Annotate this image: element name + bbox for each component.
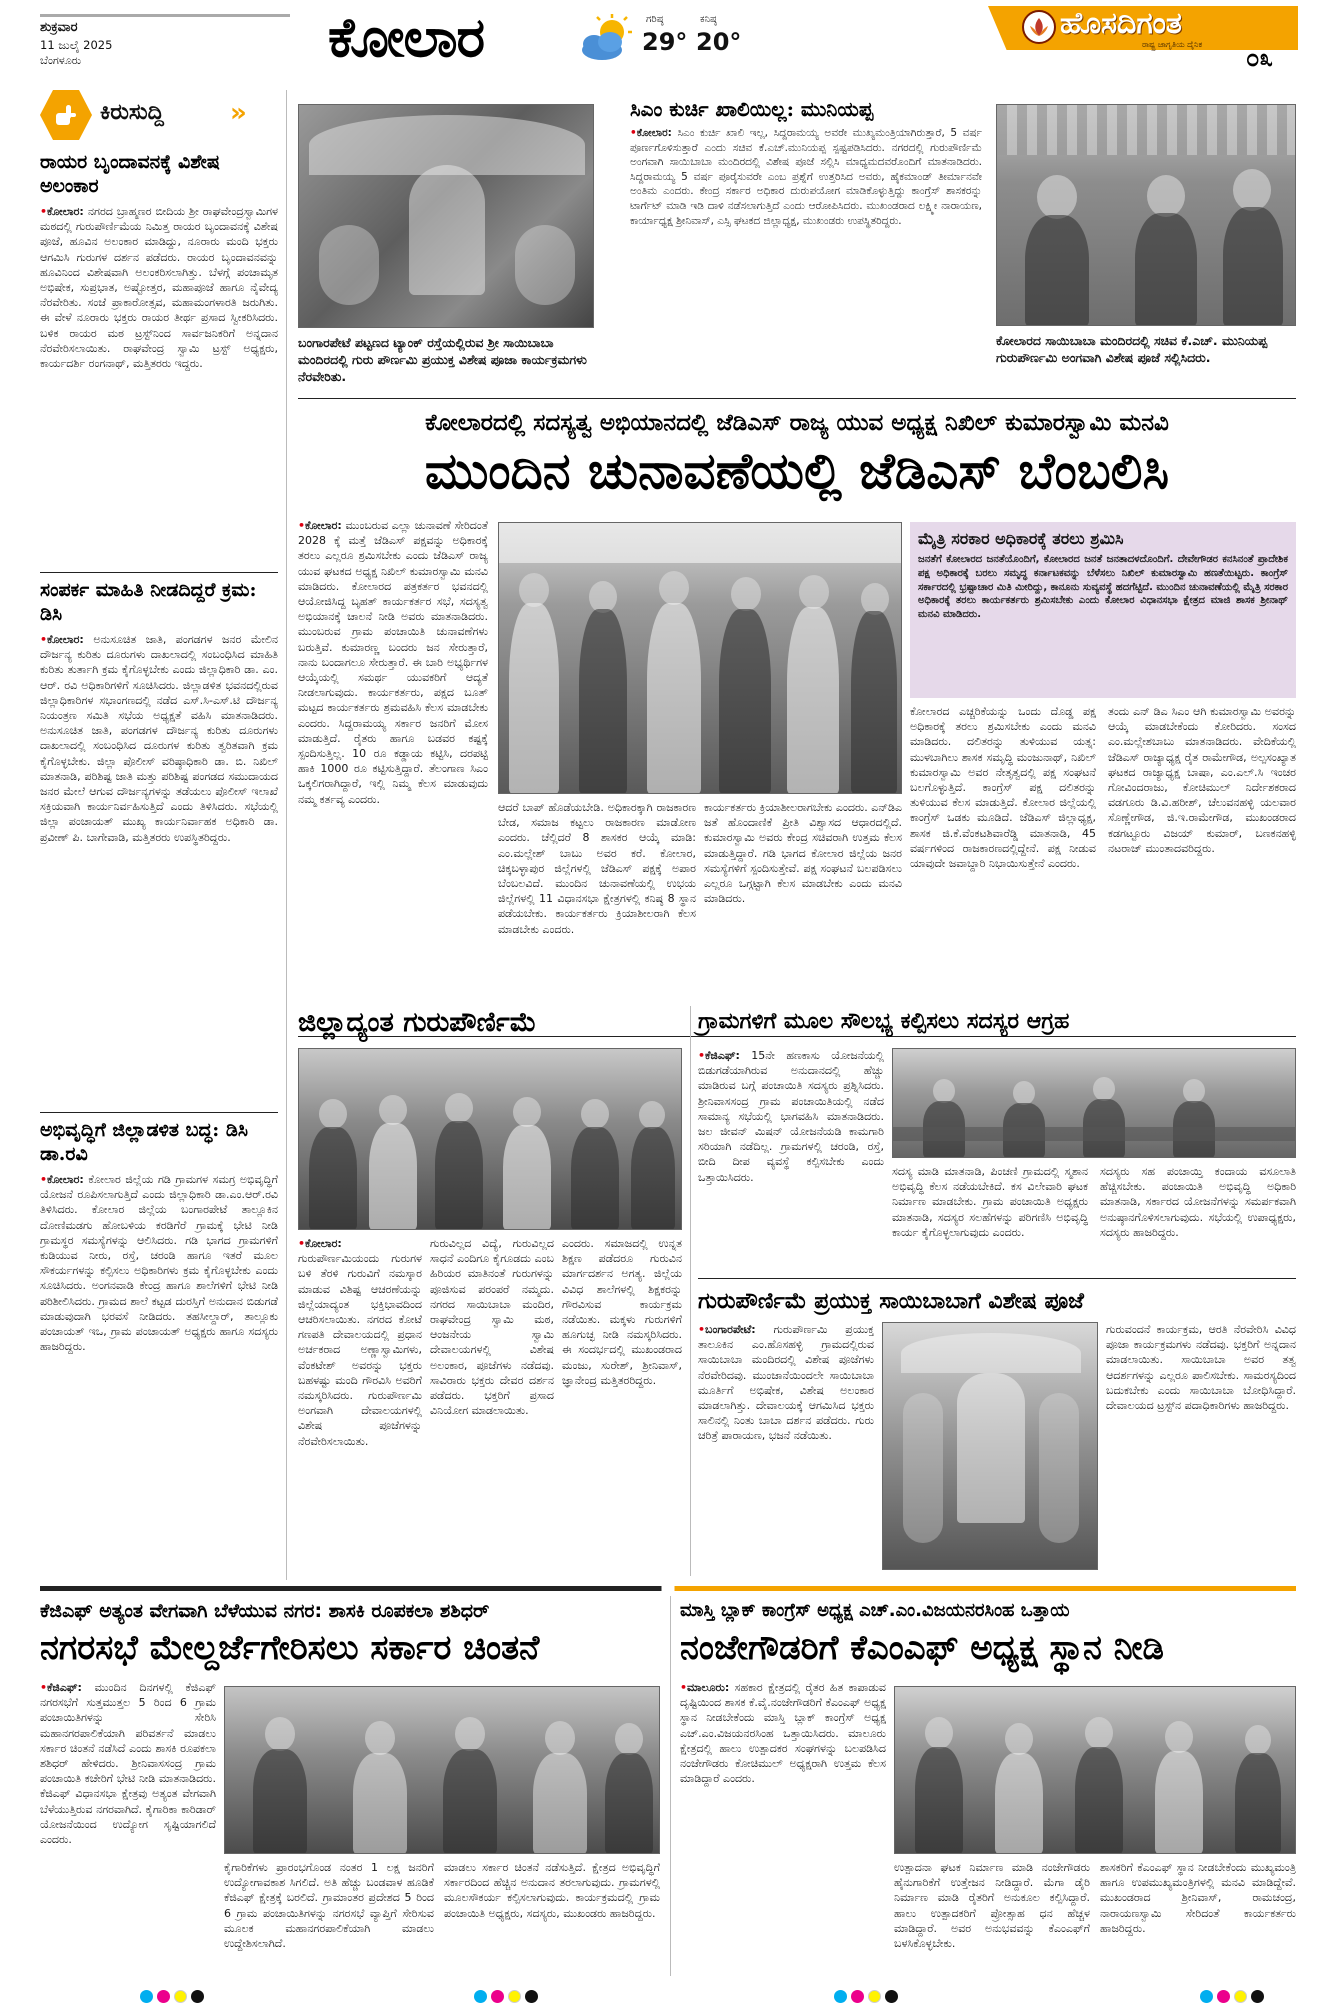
sai-col1: •ಬಂಗಾರಪೇಟೆ: ಗುರುಪೌರ್ಣಮಿ ಪ್ರಯುಕ್ತ ತಾಲೂಕಿನ ಎಂ.ಹೊಸಹಳ್ಳಿ ಗ್ರಾಮದಲ್ಲಿರುವ ಸಾಯಿಬಾಬಾ ಮಂದಿರದಲ್ಲಿ ವಿಶೇಷ ಪೂಜೆಗಳು ನೆರವೇರಿದವು. ಮುಂಜಾನೆಯಿಂದಲೇ ಸಾಯಿಬಾಬಾ ಮೂರ್ತಿಗೆ ಅಭಿಷೇಕ, ವಿಶೇಷ ಅಲಂಕಾರ ಮಾಡಲಾಗಿತ್ತು. ದೇವಾಲಯಕ್ಕೆ ಆಗಮಿಸಿದ ಭಕ್ತರು ಸಾಲಿನಲ್ಲಿ ನಿಂತು ಬಾಬಾ ದರ್ಶನ ಪಡೆದರು. ಗುರು ಚರಿತ್ರೆ ಪಾರಾಯಣ, ಭಜನೆ ನಡೆಯಿತು. <box>698 1323 874 1443</box>
kirusuddi-story2-body: •ಕೋಲಾರ: ಅನುಸೂಚಿತ ಜಾತಿ, ಪಂಗಡಗಳ ಜನರ ಮೇಲಿನ ದೌರ್ಜನ್ಯ ಕುರಿತು ದೂರುಗಳು ದಾಖಲಾದಲ್ಲಿ ಸಂಬಂಧಿಸಿದ ಮಾಹಿತಿ ಕುರಿತು ತುರ್ತಾಗಿ ಕ್ರಮ ಕೈಗೊಳ್ಳಬೇಕು ಎಂದು ಜಿಲ್ಲಾಧಿಕಾರಿ ಡಾ. ಎಂ. ಆರ್. ರವಿ ಅಧಿಕಾರಿಗಳಿಗೆ ಸೂಚಿಸಿದರು. ಜಿಲ್ಲಾಡಳಿತ ಭವನದಲ್ಲಿರುವ ಜಿಲ್ಲಾಧಿಕಾರಿಗಳ ಸಭಾಂಗಣದಲ್ಲಿ ನಡೆದ ಎಸ್.ಸಿ-ಎಸ್.ಟಿ ದೌರ್ಜನ್ಯ ನಿಯಂತ್ರಣ ಸಮಿತಿ ಸಭೆಯ ಅಧ್ಯಕ್ಷತೆ ವಹಿಸಿ ಮಾತನಾಡಿದರು. ಅನುಸೂಚಿತ ಜಾತಿ, ಪಂಗಡಗಳ ದೌರ್ಜನ್ಯ ಕುರಿತು ದೂರುಗಳು ದಾಖಲಾದಲ್ಲಿ ಸಂಬಂಧಿಸಿದ ದೂರುಗಳ ಕುರಿತು ತ್ವರಿತವಾಗಿ ಕ್ರಮ ಕೈಗೊಳ್ಳಬೇಕು. ಜಿಲ್ಲಾ ಪೊಲೀಸ್ ವರಿಷ್ಠಾಧಿಕಾರಿ ಡಾ. ಬಿ. ನಿಖಿಲ್ ಮಾತನಾಡಿ, ಪರಿಶಿಷ್ಟ ಜಾತಿ ಮತ್ತು ಪರಿಶಿಷ್ಟ ಪಂಗಡದ ಸಮುದಾಯದ ಜನರ ಮೇಲೆ ಆಗುವ ದೌರ್ಜನ್ಯಗಳನ್ನು ತಡೆಯಲು ಪೊಲೀಸ್ ಇಲಾಖೆ ಸಕ್ರಿಯವಾಗಿ ಕಾರ್ಯನಿರ್ವಹಿಸುತ್ತಿದೆ ಎಂದು ತಿಳಿಸಿದರು. ಸಭೆಯಲ್ಲಿ ಜಿಲ್ಲಾ ಪಂಚಾಯತ್ ಮುಖ್ಯ ಕಾರ್ಯನಿರ್ವಾಹಕ ಅಧಿಕಾರಿ ಡಾ. ಪ್ರವೀಣ್ ಪಿ. ಬಾಗೇವಾಡಿ, ಮತ್ತಿತರರು ಉಪಸ್ಥಿತರಿದ್ದರು. <box>40 633 278 844</box>
masthead-date: 11 ಜುಲೈ 2025 <box>40 38 113 52</box>
dateline: ಕೋಲಾರ: <box>47 1173 84 1186</box>
story-text: ಸಹಕಾರ ಕ್ಷೇತ್ರದಲ್ಲಿ ರೈತರ ಹಿತ ಕಾಪಾಡುವ ದೃಷ್ಟಿಯಿಂದ ಶಾಸಕ ಕೆ.ವೈ.ನಂಜೇಗೌಡರಿಗೆ ಕೆಎಂಎಫ್ ಅಧ್ಯಕ್ಷ ಸ್ಥಾನ ನೀಡಬೇಕೆಂದು ಮಾಸ್ತಿ ಬ್ಲಾಕ್ ಕಾಂಗ್ರೆಸ್ ಅಧ್ಯಕ್ಷ ಎಚ್.ಎಂ.ವಿಜಯನರಸಿಂಹ ಒತ್ತಾಯಿಸಿದರು. ಮಾಲೂರು ಕ್ಷೇತ್ರದಲ್ಲಿ ಹಾಲು ಉತ್ಪಾದಕರ ಸಂಘಗಳನ್ನು ಬಲಪಡಿಸಿದ ನಂಜೇಗೌಡರು ಕೋಚಿಮುಲ್ ಅಧ್ಯಕ್ಷರಾಗಿ ಉತ್ತಮ ಕೆಲಸ ಮಾಡಿದ್ದಾರೆ ಎಂದರು. <box>680 1681 886 1786</box>
lead-col5: ತಂದು ಎನ್ ಡಿಎ ಸಿಎಂ ಆಗಿ ಕುಮಾರಸ್ವಾಮಿ ಅವರನ್ನು ಆಯ್ಕೆ ಮಾಡಬೇಕೆಂದು ಕೋರಿದರು. ಸಂಸದ ಎಂ.ಮಲ್ಲೇಶಬಾಬು ಮಾತನಾಡಿದರು. ವೇದಿಕೆಯಲ್ಲಿ ಜೆಡಿಎಸ್ ರಾಜ್ಯಾಧ್ಯಕ್ಷ ರೈತ ರಾಮೇಗೌಡ, ಅಲ್ಪಸಂಖ್ಯಾತ ಘಟಕದ ರಾಜ್ಯಾಧ್ಯಕ್ಷ ಬಾಷಾ, ಎಂ.ಎಲ್.ಸಿ ಇಂಚರ ಗೋವಿಂದರಾಜು, ಕೋಚಿಮುಲ್ ನಿರ್ದೇಶಕರಾದ ವಡಗೂರು ಡಿ.ವಿ.ಹರೀಶ್, ಚೆಲುವನಹಳ್ಳಿ ಯಲವಾರ ಸೊಣ್ಣೇಗೌಡ, ಜಿ.ಇ.ರಾಮೇಗೌಡ, ಮುಖಂಡರಾದ ಕಡಗಟ್ಟೂರು ವಿಜಯ್ ಕುಮಾರ್, ಬಣಕನಹಳ್ಳಿ ನಟರಾಜ್ ಮುಂತಾದವರಿದ್ದರು. <box>1108 705 1296 855</box>
dateline: ಕೋಲಾರ: <box>305 519 342 532</box>
lead-headline: ಮುಂದಿನ ಚುನಾವಣೆಯಲ್ಲಿ ಜೆಡಿಎಸ್ ಬೆಂಬಲಿಸಿ <box>424 442 1170 500</box>
kmf-col1: •ಮಾಲೂರು: ಸಹಕಾರ ಕ್ಷೇತ್ರದಲ್ಲಿ ರೈತರ ಹಿತ ಕಾಪಾಡುವ ದೃಷ್ಟಿಯಿಂದ ಶಾಸಕ ಕೆ.ವೈ.ನಂಜೇಗೌಡರಿಗೆ ಕೆಎಂಎಫ್ ಅಧ್ಯಕ್ಷ ಸ್ಥಾನ ನೀಡಬೇಕೆಂದು ಮಾಸ್ತಿ ಬ್ಲಾಕ್ ಕಾಂಗ್ರೆಸ್ ಅಧ್ಯಕ್ಷ ಎಚ್.ಎಂ.ವಿಜಯನರಸಿಂಹ ಒತ್ತಾಯಿಸಿದರು. ಮಾಲೂರು ಕ್ಷೇತ್ರದಲ್ಲಿ ಹಾಲು ಉತ್ಪಾದಕರ ಸಂಘಗಳನ್ನು ಬಲಪಡಿಸಿದ ನಂಜೇಗೌಡರು ಕೋಚಿಮುಲ್ ಅಧ್ಯಕ್ಷರಾಗಿ ಉತ್ತಮ ಕೆಲಸ ಮಾಡಿದ್ದಾರೆ ಎಂದರು. <box>680 1681 886 1786</box>
guru-col3: ಎಂದರು. ಸಮಾಜದಲ್ಲಿ ಉನ್ನತ ಶಿಕ್ಷಣ ಪಡೆದರೂ ಗುರುವಿನ ಮಾರ್ಗದರ್ಶನ ಅಗತ್ಯ. ಜಿಲ್ಲೆಯ ವಿವಿಧ ಶಾಲೆಗಳಲ್ಲಿ ಶಿಕ್ಷಕರನ್ನು ಗೌರವಿಸುವ ಕಾರ್ಯಕ್ರಮ ನಡೆಯಿತು. ಮಕ್ಕಳು ಗುರುಗಳಿಗೆ ಹೂಗುಚ್ಛ ನೀಡಿ ನಮಸ್ಕರಿಸಿದರು. ಈ ಸಂದರ್ಭದಲ್ಲಿ ಮುಖಂಡರಾದ ಮಂಜು, ಸುರೇಶ್, ಶ್ರೀನಿವಾಸ್, ಜ್ಞಾನೇಂದ್ರ ಮತ್ತಿತರರಿದ್ದರು. <box>562 1237 682 1387</box>
kirusuddi-label: ಕಿರುಸುದ್ದಿ <box>100 100 164 125</box>
dateline: ಬಂಗಾರಪೇಟೆ: <box>705 1323 756 1336</box>
lead-sidebar-box <box>910 522 1296 698</box>
masthead <box>40 6 1296 72</box>
dateline: ಕೋಲಾರ: <box>47 205 84 218</box>
story-text: ಕೋಲಾರ ಜಿಲ್ಲೆಯ ಗಡಿ ಗ್ರಾಮಗಳ ಸಮಗ್ರ ಅಭಿವೃದ್ಧಿಗೆ ಯೋಜನೆ ರೂಪಿಸಲಾಗುತ್ತಿದೆ ಎಂದು ಜಿಲ್ಲಾಧಿಕಾರಿ ಡಾ.ಎಂ.ಆರ್.ರವಿ ತಿಳಿಸಿದರು. ಕೋಲಾರ ಜಿಲ್ಲೆಯ ಬಂಗಾರಪೇಟೆ ತಾಲ್ಲೂಕಿನ ದೋಣಿಮಡಗು ಹೋಬಳಿಯ ಕರಡಿಗೆರೆ ಗ್ರಾಮಕ್ಕೆ ಭೇಟಿ ನೀಡಿ ಗ್ರಾಮಸ್ಥರ ಸಮಸ್ಯೆಗಳನ್ನು ಆಲಿಸಿದರು. ಗಡಿ ಭಾಗದ ಗ್ರಾಮಗಳಿಗೆ ಕುಡಿಯುವ ನೀರು, ರಸ್ತೆ, ಚರಂಡಿ ಹಾಗೂ ಇತರೆ ಮೂಲ ಸೌಕರ್ಯಗಳನ್ನು ಕಲ್ಪಿಸಲು ಅಧಿಕಾರಿಗಳು ಕ್ರಮ ಕೈಗೊಳ್ಳಬೇಕು ಎಂದು ಸೂಚಿಸಿದರು. ಅಂಗನವಾಡಿ ಕೇಂದ್ರ ಹಾಗೂ ಶಾಲೆಗಳಿಗೆ ಭೇಟಿ ನೀಡಿ ಪರಿಶೀಲಿಸಿದರು. ಗ್ರಾಮದ ಶಾಲೆ ಕಟ್ಟಡ ದುರಸ್ತಿಗೆ ಅನುದಾನ ಬಿಡುಗಡೆ ಮಾಡುವುದಾಗಿ ಭರವಸೆ ನೀಡಿದರು. ತಹಸೀಲ್ದಾರ್, ತಾಲ್ಲೂಕು ಪಂಚಾಯತ್ ಇಒ, ಗ್ರಾಮ ಪಂಚಾಯತ್ ಅಧ್ಯಕ್ಷರು ಹಾಗೂ ಸದಸ್ಯರು ಹಾಜರಿದ್ದರು. <box>40 1173 278 1354</box>
kirusuddi-story1-head: ರಾಯರ ಬೃಂದಾವನಕ್ಕೆ ವಿಶೇಷ ಅಲಂಕಾರ <box>40 151 220 197</box>
kgf-headline: ನಗರಸಭೆ ಮೇಲ್ದರ್ಜೆಗೇರಿಸಲು ಸರ್ಕಾರ ಚಿಂತನೆ <box>40 1628 540 1668</box>
kirusuddi-badge <box>40 90 278 140</box>
village-story-head: ಗ್ರಾಮಗಳಿಗೆ ಮೂಲ ಸೌಲಭ್ಯ ಕಲ್ಪಿಸಲು ಸದಸ್ಯರ ಆಗ್ರಹ <box>698 1008 1070 1034</box>
dateline: ಕೋಲಾರ: <box>305 1237 342 1250</box>
lead-col4: ಕೋಲಾರದ ಎಚ್ಚರಿಕೆಯನ್ನು ಒಂದು ದೊಡ್ಡ ಪಕ್ಷ ಅಧಿಕಾರಕ್ಕೆ ತರಲು ಶ್ರಮಿಸಬೇಕು ಎಂದು ಮನವಿ ಮಾಡಿದರು. ದಲಿತರನ್ನು ತುಳಿಯುವ ಯತ್ನ: ಮುಳಬಾಗಿಲು ಶಾಸಕ ಸಮೃದ್ಧಿ ಮಂಜುನಾಥ್, ನಿಖಿಲ್ ಕುಮಾರಸ್ವಾಮಿ ಅವರ ನೇತೃತ್ವದಲ್ಲಿ ಪಕ್ಷ ಸಂಘಟನೆ ಬಲಗೊಳ್ಳುತ್ತಿದೆ. ಕಾಂಗ್ರೆಸ್ ಪಕ್ಷ ದಲಿತರನ್ನು ತುಳಿಯುವ ಕೆಲಸ ಮಾಡುತ್ತಿದೆ. ಕೋಲಾರ ಜಿಲ್ಲೆಯಲ್ಲಿ ಕಾಂಗ್ರೆಸ್ ಒಡಕು ಮೂಡಿದೆ. ಜೆಡಿಎಸ್ ಜಿಲ್ಲಾಧ್ಯಕ್ಷ, ಶಾಸಕ ಜಿ.ಕೆ.ವೆಂಕಟಶಿವಾರೆಡ್ಡಿ ಮಾತನಾಡಿ, 45 ವರ್ಷಗಳಿಂದ ರಾಜಕಾರಣದಲ್ಲಿದ್ದೇನೆ. ಪಕ್ಷ ನೀಡುವ ಯಾವುದೇ ಜವಾಬ್ದಾರಿ ನಿಭಾಯಿಸುತ್ತೇನೆ ಎಂದರು. <box>910 705 1096 871</box>
minister-caption: ಕೋಲಾರದ ಸಾಯಿಬಾಬಾ ಮಂದಿರದಲ್ಲಿ ಸಚಿವ ಕೆ.ಎಚ್. ಮುನಿಯಪ್ಪ ಗುರುಪೌರ್ಣಮಿ ಅಂಗವಾಗಿ ವಿಶೇಷ ಪೂಜೆ ಸಲ್ಲಿಸಿದರು. <box>996 333 1268 365</box>
chevron-right-icon: » <box>230 98 247 128</box>
kmf-kicker: ಮಾಸ್ತಿ ಬ್ಲಾಕ್ ಕಾಂಗ್ರೆಸ್ ಅಧ್ಯಕ್ಷ ಎಚ್.ಎಂ.ವಿಜಯನರಸಿಂಹ ಒತ್ತಾಯ <box>680 1600 1070 1621</box>
dateline: ಕೋಲಾರ: <box>47 633 84 646</box>
story-text: 15ನೇ ಹಣಕಾಸು ಯೋಜನೆಯಲ್ಲಿ ಬಿಡುಗಡೆಯಾಗಿರುವ ಅನುದಾನದಲ್ಲಿ ಹೆಚ್ಚು ಮಾಡಿರುವ ಬಗ್ಗೆ ಪಂಚಾಯಿತಿ ಸದಸ್ಯರು ಪ್ರಶ್ನಿಸಿದರು. ಶ್ರೀನಿವಾಸಸಂದ್ರ ಗ್ರಾಮ ಪಂಚಾಯಿತಿಯಲ್ಲಿ ನಡೆದ ಸಾಮಾನ್ಯ ಸಭೆಯಲ್ಲಿ ಭಾಗವಹಿಸಿ ಮಾತನಾಡಿದರು. ಜಲ ಜೀವನ್ ಮಿಷನ್ ಯೋಜನೆಯಡಿ ಕಾಮಗಾರಿ ಸರಿಯಾಗಿ ನಡೆದಿಲ್ಲ. ಗ್ರಾಮಗಳಲ್ಲಿ ಚರಂಡಿ, ರಸ್ತೆ, ಬೀದಿ ದೀಪ ವ್ಯವಸ್ಥೆ ಕಲ್ಪಿಸಬೇಕು ಎಂದು ಒತ್ತಾಯಿಸಿದರು. <box>698 1049 884 1184</box>
sai-temple-caption: ಬಂಗಾರಪೇಟೆ ಪಟ್ಟಣದ ಟ್ಯಾಂಕ್ ರಸ್ತೆಯಲ್ಲಿರುವ ಶ್ರೀ ಸಾಯಿಬಾಬಾ ಮಂದಿರದಲ್ಲಿ ಗುರು ಪೌರ್ಣಮಿ ಪ್ರಯುಕ್ತ ವಿಶೇಷ ಪೂಜಾ ಕಾರ್ಯಕ್ರಮಗಳು ನೆರವೇರಿತು. <box>298 335 587 384</box>
pointing-hand-icon <box>40 90 92 140</box>
edition-name: ಕೋಲಾರ <box>328 6 485 69</box>
min-temp: 20° <box>696 28 742 56</box>
kgf-mla-photo <box>224 1686 660 1854</box>
masthead-city: ಬೆಂಗಳೂರು <box>40 54 82 67</box>
max-temp-label: ಗರಿಷ್ಠ <box>646 14 664 25</box>
kirusuddi-column <box>40 90 278 1580</box>
village-col1: •ಕೆಜಿಎಫ್: 15ನೇ ಹಣಕಾಸು ಯೋಜನೆಯಲ್ಲಿ ಬಿಡುಗಡೆಯಾಗಿರುವ ಅನುದಾನದಲ್ಲಿ ಹೆಚ್ಚು ಮಾಡಿರುವ ಬಗ್ಗೆ ಪಂಚಾಯಿತಿ ಸದಸ್ಯರು ಪ್ರಶ್ನಿಸಿದರು. ಶ್ರೀನಿವಾಸಸಂದ್ರ ಗ್ರಾಮ ಪಂಚಾಯಿತಿಯಲ್ಲಿ ನಡೆದ ಸಾಮಾನ್ಯ ಸಭೆಯಲ್ಲಿ ಭಾಗವಹಿಸಿ ಮಾತನಾಡಿದರು. ಜಲ ಜೀವನ್ ಮಿಷನ್ ಯೋಜನೆಯಡಿ ಕಾಮಗಾರಿ ಸರಿಯಾಗಿ ನಡೆದಿಲ್ಲ. ಗ್ರಾಮಗಳಲ್ಲಿ ಚರಂಡಿ, ರಸ್ತೆ, ಬೀದಿ ದೀಪ ವ್ಯವಸ್ಥೆ ಕಲ್ಪಿಸಬೇಕು ಎಂದು ಒತ್ತಾಯಿಸಿದರು. <box>698 1049 884 1184</box>
village-col2: ಸದಸ್ಯ ಮಾಡಿ ಮಾತನಾಡಿ, ಪಿಂಚಣಿ ಗ್ರಾಮದಲ್ಲಿ ಸ್ಮಶಾನ ಅಭಿವೃದ್ಧಿ ಕೆಲಸ ನಡೆಯಬೇಕಿದೆ. ಕಸ ವಿಲೇವಾರಿ ಘಟಕ ನಿರ್ಮಾಣ ಮಾಡಬೇಕು. ಗ್ರಾಮ ಪಂಚಾಯಿತಿ ಅಧ್ಯಕ್ಷರು ಮಾತನಾಡಿ, ಸದಸ್ಯರ ಸಲಹೆಗಳನ್ನು ಪರಿಗಣಿಸಿ ಅಭಿವೃದ್ಧಿ ಕಾರ್ಯ ಕೈಗೊಳ್ಳಲಾಗುವುದು ಎಂದರು. <box>892 1165 1088 1239</box>
guru-story-head: ಜಿಲ್ಲಾದ್ಯಂತ ಗುರುಪೌರ್ಣಿಮೆ <box>298 1007 537 1038</box>
sai-story-head: ಗುರುಪೌರ್ಣಿಮೆ ಪ್ರಯುಕ್ತ ಸಾಯಿಬಾಬಾಗೆ ವಿಶೇಷ ಪೂಜೆ <box>698 1288 1084 1314</box>
story-text: ಗುರುಪೌರ್ಣಮಿಯಂದು ಗುರುಗಳ ಬಳಿ ತೆರಳಿ ಗುರುವಿಗೆ ನಮಸ್ಕಾರ ಮಾಡುವ ವಿಶಿಷ್ಟ ಆಚರಣೆಯನ್ನು ಜಿಲ್ಲೆಯಾದ್ಯಂತ ಭಕ್ತಿಭಾವದಿಂದ ಆಚರಿಸಲಾಯಿತು. ನಗರದ ಕೋಟೆ ಗಣಪತಿ ದೇವಾಲಯದಲ್ಲಿ ಪ್ರಧಾನ ಅರ್ಚಕರಾದ ಅಣ್ಣಾಸ್ವಾಮಿಗಳು, ವೆಂಕಟೇಶ್‌ ಅವರನ್ನು ಭಕ್ತರು ಬಹಳಷ್ಟು ಮಂದಿ ಗೌರವಿಸಿ ಅವರಿಗೆ ನಮಸ್ಕರಿಸಿದರು. ಗುರುಪೌರ್ಣಮಿ ಅಂಗವಾಗಿ ದೇವಾಲಯಗಳಲ್ಲಿ ವಿಶೇಷ ಪೂಜೆಗಳನ್ನು ನೆರವೇರಿಸಲಾಯಿತು. <box>298 1252 422 1448</box>
lead-col1: •ಕೋಲಾರ: ಮುಂಬರುವ ಎಲ್ಲಾ ಚುನಾವಣೆ ಸೇರಿದಂತೆ 2028 ಕ್ಕೆ ಮತ್ತೆ ಜೆಡಿಎಸ್ ಪಕ್ಷವನ್ನು ಅಧಿಕಾರಕ್ಕೆ ತರಲು ಎಲ್ಲರೂ ಶ್ರಮಿಸಬೇಕು ಎಂದು ಜೆಡಿಎಸ್ ರಾಜ್ಯ ಯುವ ಘಟಕದ ಅಧ್ಯಕ್ಷ ನಿಖಿಲ್ ಕುಮಾರಸ್ವಾಮಿ ಮನವಿ ಮಾಡಿದರು. ಕೋಲಾರದ ಪತ್ರಕರ್ತರ ಭವನದಲ್ಲಿ ಆಯೋಜಿಸಿದ್ದ ಬೃಹತ್ ಕಾರ್ಯಕರ್ತರ ಸಭೆ, ಸದಸ್ಯತ್ವ ಅಭಿಯಾನಕ್ಕೆ ಚಾಲನೆ ನೀಡಿ ಅವರು ಮಾತನಾಡಿದರು. ಮುಂಬರುವ ಗ್ರಾಮ ಪಂಚಾಯಿತಿ ಚುನಾವಣೆಗಳು ಬರುತ್ತಿವೆ. ಕುಮಾರಣ್ಣ ಬಂದರು ಜನ ಸೇರುತ್ತಾರೆ, ನಾನು ಬಂದಾಗಲೂ ಸೇರುತ್ತಾರೆ. ಈ ಬಾರಿ ಅಭ್ಯರ್ಥಿಗಳ ಆಯ್ಕೆಯಲ್ಲಿ ಸಮರ್ಥ ಯುವಕರಿಗೆ ಆದ್ಯತೆ ನೀಡಲಾಗುವುದು. ಕಾರ್ಯಕರ್ತರು, ಪಕ್ಷದ ಬೂತ್ ಮಟ್ಟದ ಕಾರ್ಯಕರ್ತರು ಶ್ರಮವಹಿಸಿ ಕೆಲಸ ಮಾಡಬೇಕು ಎಂದರು. ಸಿದ್ದರಾಮಯ್ಯ ಸರ್ಕಾರ ಜನರಿಗೆ ಮೋಸ ಮಾಡುತ್ತಿದೆ. ರೈತರು ಹಾಗೂ ಬಡವರ ಕಷ್ಟಕ್ಕೆ ಸ್ಪಂದಿಸುತ್ತಿಲ್ಲ. 10 ರೂ ಕಡ್ಡಾಯ ಕಟ್ಟಿಸಿ, ದರಪಟ್ಟಿ ಹಾಕಿ 1000 ರೂ ಕಟ್ಟಿಸುತ್ತಿದ್ದಾರೆ. ತೆಲಂಗಾಣ ಸಿಎಂ ಒಕ್ಕಲಿಗರಾಗಿದ್ದಾರೆ, ಇಲ್ಲಿ ನಿಮ್ಮ ಕೆಲಸ ಮಾಡುವುದು ನಮ್ಮ ಕರ್ತವ್ಯ ಎಂದರು. <box>298 519 488 806</box>
village-col3: ಸದಸ್ಯರು ಸಹ ಪಂಚಾಯ್ತಿ ಕಂದಾಯ ವಸೂಲಾತಿ ಹೆಚ್ಚಿಸಬೇಕು. ಪಂಚಾಯಿತಿ ಅಭಿವೃದ್ಧಿ ಅಧಿಕಾರಿ ಮಾತನಾಡಿ, ಸರ್ಕಾರದ ಯೋಜನೆಗಳನ್ನು ಸಮರ್ಪಕವಾಗಿ ಅನುಷ್ಠಾನಗೊಳಿಸಲಾಗುವುದು. ಸಭೆಯಲ್ಲಿ ಉಪಾಧ್ಯಕ್ಷರು, ಸದಸ್ಯರು ಹಾಜರಿದ್ದರು. <box>1100 1165 1296 1239</box>
story-text: ಸಿಎಂ ಕುರ್ಚಿ ಖಾಲಿ ಇಲ್ಲ, ಸಿದ್ದರಾಮಯ್ಯ ಅವರೇ ಮುಖ್ಯಮಂತ್ರಿಯಾಗಿರುತ್ತಾರೆ, 5 ವರ್ಷ ಪೂರ್ಣಗೊಳಿಸುತ್ತಾರೆ ಎಂದು ಸಚಿವ ಕೆ.ಎಚ್.ಮುನಿಯಪ್ಪ ಸ್ಪಷ್ಟಪಡಿಸಿದರು. ನಗರದಲ್ಲಿ ಗುರುಪೌರ್ಣಿಮೆ ಅಂಗವಾಗಿ ಸಾಯಿಬಾಬಾ ಮಂದಿರದಲ್ಲಿ ವಿಶೇಷ ಪೂಜೆ ಸಲ್ಲಿಸಿ ಮಾಧ್ಯಮದವರೊಂದಿಗೆ ಮಾತನಾಡಿದರು. ಸಿದ್ದರಾಮಯ್ಯ 5 ವರ್ಷ ಪೂರೈಸುವರೇ ಎಂಬ ಪ್ರಶ್ನೆಗೆ ಉತ್ತರಿಸಿದ ಅವರು, ಹೈಕಮಾಂಡ್ ತೀರ್ಮಾನವೇ ಅಂತಿಮ ಎಂದರು. ಕೇಂದ್ರ ಸರ್ಕಾರ ಅಧಿಕಾರ ದುರುಪಯೋಗ ಮಾಡಿಕೊಳ್ಳುತ್ತಿದ್ದು ಕಾಂಗ್ರೆಸ್ ಶಾಸಕರನ್ನು ಟಾರ್ಗೆಟ್ ಮಾಡಿ ಇಡಿ ದಾಳಿ ನಡೆಸಲಾಗುತ್ತಿದೆ ಎಂದು ಆರೋಪಿಸಿದರು. ಮುಖಂಡರಾದ ಲಕ್ಷ್ಮೀ ನಾರಾಯಣ, ಕಾರ್ಯಾಧ್ಯಕ್ಷ ಶ್ರೀನಿವಾಸ್, ಎಸ್ಸಿ ಘಟಕದ ಜಿಲ್ಲಾಧ್ಯಕ್ಷ, ಮುಖಂಡರು ಉಪಸ್ಥಿತರಿದ್ದರು. <box>630 127 982 227</box>
kgf-kicker: ಕೆಜಿಎಫ್ ಅತ್ಯಂತ ವೇಗವಾಗಿ ಬೆಳೆಯುವ ನಗರ: ಶಾಸಕಿ ರೂಪಕಲಾ ಶಶಿಧರ್ <box>40 1600 490 1622</box>
kgf-col3: ಮಾಡಲು ಸರ್ಕಾರ ಚಿಂತನೆ ನಡೆಸುತ್ತಿದೆ. ಕ್ಷೇತ್ರದ ಅಭಿವೃದ್ಧಿಗೆ ಸರ್ಕಾರದಿಂದ ಹೆಚ್ಚಿನ ಅನುದಾನ ತರಲಾಗುವುದು. ಗ್ರಾಮಗಳಲ್ಲಿ ಮೂಲಸೌಕರ್ಯ ಕಲ್ಪಿಸಲಾಗುವುದು. ಕಾರ್ಯಕ್ರಮದಲ್ಲಿ ಗ್ರಾಮ ಪಂಚಾಯಿತಿ ಅಧ್ಯಕ್ಷರು, ಸದಸ್ಯರು, ಮುಖಂಡರು ಹಾಜರಿದ್ದರು. <box>444 1861 660 1920</box>
cm-story-head: ಸಿಎಂ ಕುರ್ಚಿ ಖಾಲಿಯಿಲ್ಲ: ಮುನಿಯಪ್ಪ <box>630 97 874 121</box>
kirusuddi-story3-body: •ಕೋಲಾರ: ಕೋಲಾರ ಜಿಲ್ಲೆಯ ಗಡಿ ಗ್ರಾಮಗಳ ಸಮಗ್ರ ಅಭಿವೃದ್ಧಿಗೆ ಯೋಜನೆ ರೂಪಿಸಲಾಗುತ್ತಿದೆ ಎಂದು ಜಿಲ್ಲಾಧಿಕಾರಿ ಡಾ.ಎಂ.ಆರ್.ರವಿ ತಿಳಿಸಿದರು. ಕೋಲಾರ ಜಿಲ್ಲೆಯ ಬಂಗಾರಪೇಟೆ ತಾಲ್ಲೂಕಿನ ದೋಣಿಮಡಗು ಹೋಬಳಿಯ ಕರಡಿಗೆರೆ ಗ್ರಾಮಕ್ಕೆ ಭೇಟಿ ನೀಡಿ ಗ್ರಾಮಸ್ಥರ ಸಮಸ್ಯೆಗಳನ್ನು ಆಲಿಸಿದರು. ಗಡಿ ಭಾಗದ ಗ್ರಾಮಗಳಿಗೆ ಕುಡಿಯುವ ನೀರು, ರಸ್ತೆ, ಚರಂಡಿ ಹಾಗೂ ಇತರೆ ಮೂಲ ಸೌಕರ್ಯಗಳನ್ನು ಕಲ್ಪಿಸಲು ಅಧಿಕಾರಿಗಳು ಕ್ರಮ ಕೈಗೊಳ್ಳಬೇಕು ಎಂದು ಸೂಚಿಸಿದರು. ಅಂಗನವಾಡಿ ಕೇಂದ್ರ ಹಾಗೂ ಶಾಲೆಗಳಿಗೆ ಭೇಟಿ ನೀಡಿ ಪರಿಶೀಲಿಸಿದರು. ಗ್ರಾಮದ ಶಾಲೆ ಕಟ್ಟಡ ದುರಸ್ತಿಗೆ ಅನುದಾನ ಬಿಡುಗಡೆ ಮಾಡುವುದಾಗಿ ಭರವಸೆ ನೀಡಿದರು. ತಹಸೀಲ್ದಾರ್, ತಾಲ್ಲೂಕು ಪಂಚಾಯತ್ ಇಒ, ಗ್ರಾಮ ಪಂಚಾಯತ್ ಅಧ್ಯಕ್ಷರು ಹಾಗೂ ಸದಸ್ಯರು ಹಾಜರಿದ್ದರು. <box>40 1173 278 1354</box>
dateline: ಮಾಲೂರು: <box>687 1681 730 1694</box>
lotus-logo-icon <box>1022 10 1056 44</box>
min-temp-label: ಕನಿಷ್ಠ <box>700 14 717 25</box>
max-temp: 29° <box>642 28 688 56</box>
kmf-col2: ಉತ್ಪಾದನಾ ಘಟಕ ನಿರ್ಮಾಣ ಮಾಡಿ ನಂಜೇಗೌಡರು ಹೈನುಗಾರಿಕೆಗೆ ಉತ್ತೇಜನ ನೀಡಿದ್ದಾರೆ. ಮೆಗಾ ಡೈರಿ ನಿರ್ಮಾಣ ಮಾಡಿ ರೈತರಿಗೆ ಅನುಕೂಲ ಕಲ್ಪಿಸಿದ್ದಾರೆ. ಹಾಲು ಉತ್ಪಾದಕರಿಗೆ ಪ್ರೋತ್ಸಾಹ ಧನ ಹೆಚ್ಚಳ ಮಾಡಿದ್ದಾರೆ. ಅವರ ಅನುಭವವನ್ನು ಕೆಎಂಎಫ್‌ಗೆ ಬಳಸಿಕೊಳ್ಳಬೇಕು. <box>894 1861 1090 1951</box>
story-text: ಗುರುಪೌರ್ಣಮಿ ಪ್ರಯುಕ್ತ ತಾಲೂಕಿನ ಎಂ.ಹೊಸಹಳ್ಳಿ ಗ್ರಾಮದಲ್ಲಿರುವ ಸಾಯಿಬಾಬಾ ಮಂದಿರದಲ್ಲಿ ವಿಶೇಷ ಪೂಜೆಗಳು ನೆರವೇರಿದವು. ಮುಂಜಾನೆಯಿಂದಲೇ ಸಾಯಿಬಾಬಾ ಮೂರ್ತಿಗೆ ಅಭಿಷೇಕ, ವಿಶೇಷ ಅಲಂಕಾರ ಮಾಡಲಾಗಿತ್ತು. ದೇವಾಲಯಕ್ಕೆ ಆಗಮಿಸಿದ ಭಕ್ತರು ಸಾಲಿನಲ್ಲಿ ನಿಂತು ಬಾಬಾ ದರ್ಶನ ಪಡೆದರು. ಗುರು ಚರಿತ್ರೆ ಪಾರಾಯಣ, ಭಜನೆ ನಡೆಯಿತು. <box>698 1323 874 1443</box>
lead-col2: ಆದರೆ ಬಾಪ್ ಹೊಡೆಯಬೇಡಿ. ಅಧಿಕಾರಕ್ಕಾಗಿ ರಾಜಕಾರಣ ಬೇಡ, ಸಮಾಜ ಕಟ್ಟಲು ರಾಜಕಾರಣ ಮಾಡೋಣ ಎಂದರು. ಚೆಲ್ಲಿದರೆ 8 ಶಾಸಕರ ಆಯ್ಕೆ ಮಾಡಿ: ಎಂ.ಮಲ್ಲೇಶ್ ಬಾಬು ಅವರ ಕರೆ. ಕೋಲಾರ, ಚಿಕ್ಕಬಳ್ಳಾಪುರ ಜಿಲ್ಲೆಗಳಲ್ಲಿ ಜೆಡಿಎಸ್ ಪಕ್ಷಕ್ಕೆ ಅಪಾರ ಬೆಂಬಲವಿದೆ. ಮುಂದಿನ ಚುನಾವಣೆಯಲ್ಲಿ ಉಭಯ ಜಿಲ್ಲೆಗಳಲ್ಲಿ 11 ವಿಧಾನಸಭಾ ಕ್ಷೇತ್ರಗಳಲ್ಲಿ ಕನಿಷ್ಠ 8 ಸ್ಥಾನ ಪಡೆಯಬೇಕು. ಕಾರ್ಯಕರ್ತರು ಕ್ರಿಯಾಶೀಲರಾಗಿ ಕೆಲಸ ಮಾಡಬೇಕು ಎಂದರು. <box>498 801 696 936</box>
lead-col3: ಕಾರ್ಯಕರ್ತರು ಕ್ರಿಯಾಶೀಲರಾಗಬೇಕು ಎಂದರು. ಎನ್‌ಡಿಎ ಜತೆ ಹೊಂದಾಣಿಕೆ ಪ್ರೀತಿ ವಿಶ್ವಾಸದ ಆಧಾರದಲ್ಲಿದೆ. ಕುಮಾರಸ್ವಾಮಿ ಅವರು ಕೇಂದ್ರ ಸಚಿವರಾಗಿ ಉತ್ತಮ ಕೆಲಸ ಮಾಡುತ್ತಿದ್ದಾರೆ. ಗಡಿ ಭಾಗದ ಕೋಲಾರ ಜಿಲ್ಲೆಯ ಜನರ ಸಮಸ್ಯೆಗಳಿಗೆ ಸ್ಪಂದಿಸುತ್ತೇವೆ. ಪಕ್ಷ ಸಂಘಟನೆ ಬಲಪಡಿಸಲು ಎಲ್ಲರೂ ಒಗ್ಗಟ್ಟಾಗಿ ಕೆಲಸ ಮಾಡಬೇಕು ಎಂದು ಮನವಿ ಮಾಡಿದರು. <box>704 801 902 906</box>
guru-group-photo <box>298 1048 682 1230</box>
masthead-day: ಶುಕ್ರವಾರ <box>40 20 78 35</box>
dateline: ಕೋಲಾರ: <box>636 127 672 139</box>
story-text: ನಗರದ ಬ್ರಾಹ್ಮಣರ ಬೀದಿಯ ಶ್ರೀ ರಾಘವೇಂದ್ರಸ್ವಾಮಿಗಳ ಮಠದಲ್ಲಿ ಗುರುಪೌರ್ಣಿಮೆಯ ನಿಮಿತ್ತ ರಾಯರ ಬೃಂದಾವನಕ್ಕೆ ವಿಶೇಷ ಪೂಜೆ, ಹೂವಿನ ಅಲಂಕಾರ ಮಾಡಿದ್ದು, ನೂರಾರು ಮಂದಿ ಭಕ್ತರು ಆಗಮಿಸಿ ಗುರುಗಳ ದರ್ಶನ ಪಡೆದರು. ರಾಯರ ಬೃಂದಾವನವನ್ನು ಹೂವಿನಿಂದ ವಿಶೇಷವಾಗಿ ಅಲಂಕರಿಸಲಾಗಿತ್ತು. ಬೆಳಗ್ಗೆ ಪಂಚಾಮೃತ ಅಭಿಷೇಕ, ಸುಪ್ರಭಾತ, ಅಷ್ಟೋತ್ತರ, ಮಹಾಪೂಜೆ ಹಾಗೂ ನೈವೇದ್ಯ ನೆರವೇರಿತು. ಸಂಜೆ ಪ್ರಾಕಾರೋತ್ಸವ, ಮಹಾಮಂಗಳಾರತಿ ಜರುಗಿತು. ಈ ವೇಳೆ ನೂರಾರು ಭಕ್ತರು ರಾಯರ ತೀರ್ಥ ಪ್ರಸಾದ ಸ್ವೀಕರಿಸಿದರು. ಬಳಿಕ ರಾಯರ ಮಠ ಟ್ರಸ್ಟ್‌ನಿಂದ ಸಾರ್ವಜನಿಕರಿಗೆ ಅನ್ನದಾನ ನೆರವೇರಿಸಲಾಯಿತು. ರಾಘವೇಂದ್ರ ಸ್ವಾಮಿ ಟ್ರಸ್ಟ್ ಅಧ್ಯಕ್ಷರು, ಕಾರ್ಯದರ್ಶಿ ರಂಗನಾಥ್, ಮತ್ತಿತರರು ಇದ್ದರು. <box>40 205 278 371</box>
partly-cloudy-icon <box>576 14 636 64</box>
registration-marks-left <box>140 1990 204 2003</box>
paper-name: ಹೊಸದಿಗಂತ <box>1060 6 1182 41</box>
lead-box-head: ಮೈತ್ರಿ ಸರಕಾರ ಅಧಿಕಾರಕ್ಕೆ ತರಲು ಶ್ರಮಿಸಿ <box>918 529 1124 548</box>
jds-event-photo <box>498 522 902 794</box>
village-meeting-photo <box>892 1048 1296 1158</box>
sai-col2: ಗುರುವಂದನೆ ಕಾರ್ಯಕ್ರಮ, ಆರತಿ ನೆರವೇರಿಸಿ ವಿವಿಧ ಪೂಜಾ ಕಾರ್ಯಕ್ರಮಗಳು ನಡೆದವು. ಭಕ್ತರಿಗೆ ಅನ್ನದಾನ ಮಾಡಲಾಯಿತು. ಸಾಯಿಬಾಬಾ ಅವರ ತತ್ವ ಆದರ್ಶಗಳನ್ನು ಎಲ್ಲರೂ ಪಾಲಿಸಬೇಕು. ಸಾಮರಸ್ಯದಿಂದ ಬದುಕಬೇಕು ಎಂದು ಸಾಯಿಬಾಬಾ ಬೋಧಿಸಿದ್ದಾರೆ. ದೇವಾಲಯದ ಟ್ರಸ್ಟ್‌ನ ಪದಾಧಿಕಾರಿಗಳು ಹಾಜರಿದ್ದರು. <box>1106 1323 1296 1413</box>
registration-marks-mid-right <box>834 1990 898 2003</box>
paper-tagline: ರಾಷ್ಟ್ರ ಜಾಗೃತಿಯ ದೈನಿಕ <box>1142 40 1203 49</box>
kmf-felicitation-photo <box>894 1686 1296 1854</box>
cm-story-body: •ಕೋಲಾರ: ಸಿಎಂ ಕುರ್ಚಿ ಖಾಲಿ ಇಲ್ಲ, ಸಿದ್ದರಾಮಯ್ಯ ಅವರೇ ಮುಖ್ಯಮಂತ್ರಿಯಾಗಿರುತ್ತಾರೆ, 5 ವರ್ಷ ಪೂರ್ಣಗೊಳಿಸುತ್ತಾರೆ ಎಂದು ಸಚಿವ ಕೆ.ಎಚ್.ಮುನಿಯಪ್ಪ ಸ್ಪಷ್ಟಪಡಿಸಿದರು. ನಗರದಲ್ಲಿ ಗುರುಪೌರ್ಣಿಮೆ ಅಂಗವಾಗಿ ಸಾಯಿಬಾಬಾ ಮಂದಿರದಲ್ಲಿ ವಿಶೇಷ ಪೂಜೆ ಸಲ್ಲಿಸಿ ಮಾಧ್ಯಮದವರೊಂದಿಗೆ ಮಾತನಾಡಿದರು. ಸಿದ್ದರಾಮಯ್ಯ 5 ವರ್ಷ ಪೂರೈಸುವರೇ ಎಂಬ ಪ್ರಶ್ನೆಗೆ ಉತ್ತರಿಸಿದ ಅವರು, ಹೈಕಮಾಂಡ್ ತೀರ್ಮಾನವೇ ಅಂತಿಮ ಎಂದರು. ಕೇಂದ್ರ ಸರ್ಕಾರ ಅಧಿಕಾರ ದುರುಪಯೋಗ ಮಾಡಿಕೊಳ್ಳುತ್ತಿದ್ದು ಕಾಂಗ್ರೆಸ್ ಶಾಸಕರನ್ನು ಟಾರ್ಗೆಟ್ ಮಾಡಿ ಇಡಿ ದಾಳಿ ನಡೆಸಲಾಗುತ್ತಿದೆ ಎಂದು ಆರೋಪಿಸಿದರು. ಮುಖಂಡರಾದ ಲಕ್ಷ್ಮೀ ನಾರಾಯಣ, ಕಾರ್ಯಾಧ್ಯಕ್ಷ ಶ್ರೀನಿವಾಸ್, ಎಸ್ಸಿ ಘಟಕದ ಜಿಲ್ಲಾಧ್ಯಕ್ಷ, ಮುಖಂಡರು ಉಪಸ್ಥಿತರಿದ್ದರು. <box>630 127 982 227</box>
registration-marks-mid-left <box>474 1990 538 2003</box>
kgf-col2: ಕೈಗಾರಿಕೆಗಳು ಪ್ರಾರಂಭಗೊಂಡ ನಂತರ 1 ಲಕ್ಷ ಜನರಿಗೆ ಉದ್ಯೋಗಾವಕಾಶ ಸಿಗಲಿದೆ. ಅತಿ ಹೆಚ್ಚು ಬಂಡವಾಳ ಹೂಡಿಕೆ ಕೆಜಿಎಫ್ ಕ್ಷೇತ್ರಕ್ಕೆ ಬರಲಿದೆ. ಗ್ರಾಮಾಂತರ ಪ್ರದೇಶದ 5 ರಿಂದ 6 ಗ್ರಾಮ ಪಂಚಾಯಿತಿಗಳನ್ನು ನಗರಸಭೆ ವ್ಯಾಪ್ತಿಗೆ ಸೇರಿಸುವ ಮೂಲಕ ಮಹಾನಗರಪಾಲಿಕೆಯಾಗಿ ಮಾಡಲು ಉದ್ದೇಶಿಸಲಾಗಿದೆ. <box>224 1861 434 1951</box>
guru-col2: ಗುರುವಿಲ್ಲದ ವಿದ್ಯೆ, ಗುರುವಿಲ್ಲದ ಸಾಧನೆ ಎಂದಿಗೂ ಕೈಗೂಡದು ಎಂಬ ಹಿರಿಯರ ಮಾತಿನಂತೆ ಗುರುಗಳನ್ನು ಪೂಜಿಸುವ ಪರಂಪರೆ ನಮ್ಮದು. ನಗರದ ಸಾಯಿಬಾಬಾ ಮಂದಿರ, ರಾಘವೇಂದ್ರ ಸ್ವಾಮಿ ಮಠ, ಆಂಜನೇಯ ಸ್ವಾಮಿ ದೇವಾಲಯಗಳಲ್ಲಿ ವಿಶೇಷ ಅಲಂಕಾರ, ಪೂಜೆಗಳು ನಡೆದವು. ಸಾವಿರಾರು ಭಕ್ತರು ದೇವರ ದರ್ಶನ ಪಡೆದರು. ಭಕ್ತರಿಗೆ ಪ್ರಸಾದ ವಿನಿಯೋಗ ಮಾಡಲಾಯಿತು. <box>430 1237 554 1418</box>
kgf-col1: •ಕೆಜಿಎಫ್: ಮುಂದಿನ ದಿನಗಳಲ್ಲಿ ಕೆಜಿಎಫ್ ನಗರಸಭೆಗೆ ಸುತ್ತಮುತ್ತಲ 5 ರಿಂದ 6 ಗ್ರಾಮ ಪಂಚಾಯಿತಿಗಳನ್ನು ಸೇರಿಸಿ ಮಹಾನಗರಪಾಲಿಕೆಯಾಗಿ ಪರಿವರ್ತನೆ ಮಾಡಲು ಸರ್ಕಾರ ಚಿಂತನೆ ನಡೆಸಿದೆ ಎಂದು ಶಾಸಕಿ ರೂಪಕಲಾ ಶಶಿಧರ್ ಹೇಳಿದರು. ಶ್ರೀನಿವಾಸಸಂದ್ರ ಗ್ರಾಮ ಪಂಚಾಯಿತಿ ಕಚೇರಿಗೆ ಭೇಟಿ ನೀಡಿ ಮಾತನಾಡಿದರು. ಕೆಜಿಎಫ್ ವಿಧಾನಸಭಾ ಕ್ಷೇತ್ರವು ಅತ್ಯಂತ ವೇಗವಾಗಿ ಬೆಳೆಯುತ್ತಿರುವ ನಗರವಾಗಿದೆ. ಕೈಗಾರಿಕಾ ಕಾರಿಡಾರ್ ಯೋಜನೆಯಿಂದ ಉದ್ಯೋಗ ಸೃಷ್ಟಿಯಾಗಲಿದೆ ಎಂದರು. <box>40 1681 216 1847</box>
page-number: ೦೩ <box>1246 44 1273 72</box>
sai-idol-photo <box>882 1322 1098 1570</box>
registration-marks-right <box>1200 1990 1264 2003</box>
dateline: ಕೆಜಿಎಫ್: <box>47 1681 82 1694</box>
kirusuddi-story1-body: •ಕೋಲಾರ: ನಗರದ ಬ್ರಾಹ್ಮಣರ ಬೀದಿಯ ಶ್ರೀ ರಾಘವೇಂದ್ರಸ್ವಾಮಿಗಳ ಮಠದಲ್ಲಿ ಗುರುಪೌರ್ಣಿಮೆಯ ನಿಮಿತ್ತ ರಾಯರ ಬೃಂದಾವನಕ್ಕೆ ವಿಶೇಷ ಪೂಜೆ, ಹೂವಿನ ಅಲಂಕಾರ ಮಾಡಿದ್ದು, ನೂರಾರು ಮಂದಿ ಭಕ್ತರು ಆಗಮಿಸಿ ಗುರುಗಳ ದರ್ಶನ ಪಡೆದರು. ರಾಯರ ಬೃಂದಾವನವನ್ನು ಹೂವಿನಿಂದ ವಿಶೇಷವಾಗಿ ಅಲಂಕರಿಸಲಾಗಿತ್ತು. ಬೆಳಗ್ಗೆ ಪಂಚಾಮೃತ ಅಭಿಷೇಕ, ಸುಪ್ರಭಾತ, ಅಷ್ಟೋತ್ತರ, ಮಹಾಪೂಜೆ ಹಾಗೂ ನೈವೇದ್ಯ ನೆರವೇರಿತು. ಸಂಜೆ ಪ್ರಾಕಾರೋತ್ಸವ, ಮಹಾಮಂಗಳಾರತಿ ಜರುಗಿತು. ಈ ವೇಳೆ ನೂರಾರು ಭಕ್ತರು ರಾಯರ ತೀರ್ಥ ಪ್ರಸಾದ ಸ್ವೀಕರಿಸಿದರು. ಬಳಿಕ ರಾಯರ ಮಠ ಟ್ರಸ್ಟ್‌ನಿಂದ ಸಾರ್ವಜನಿಕರಿಗೆ ಅನ್ನದಾನ ನೆರವೇರಿಸಲಾಯಿತು. ರಾಘವೇಂದ್ರ ಸ್ವಾಮಿ ಟ್ರಸ್ಟ್ ಅಧ್ಯಕ್ಷರು, ಕಾರ್ಯದರ್ಶಿ ರಂಗನಾಥ್, ಮತ್ತಿತರರು ಇದ್ದರು. <box>40 205 278 371</box>
kmf-headline: ನಂಜೇಗೌಡರಿಗೆ ಕೆಎಂಎಫ್ ಅಧ್ಯಕ್ಷ ಸ್ಥಾನ ನೀಡಿ <box>680 1628 1164 1668</box>
lead-kicker: ಕೋಲಾರದಲ್ಲಿ ಸದಸ್ಯತ್ವ ಅಭಿಯಾನದಲ್ಲಿ ಜೆಡಿಎಸ್ ರಾಜ್ಯ ಯುವ ಅಧ್ಯಕ್ಷ ನಿಖಿಲ್ ಕುಮಾರಸ್ವಾಮಿ ಮನವಿ <box>425 410 1169 436</box>
minister-puja-photo <box>996 104 1296 326</box>
kirusuddi-story3-head: ಅಭಿವೃದ್ಧಿಗೆ ಜಿಲ್ಲಾಡಳಿತ ಬದ್ಧ: ಡಿಸಿ ಡಾ.ರವಿ <box>40 1119 248 1165</box>
dateline: ಕೆಜಿಎಫ್: <box>705 1049 740 1062</box>
section-divider <box>40 1586 1296 1591</box>
guru-col1: •ಕೋಲಾರ: ಗುರುಪೌರ್ಣಮಿಯಂದು ಗುರುಗಳ ಬಳಿ ತೆರಳಿ ಗುರುವಿಗೆ ನಮಸ್ಕಾರ ಮಾಡುವ ವಿಶಿಷ್ಟ ಆಚರಣೆಯನ್ನು ಜಿಲ್ಲೆಯಾದ್ಯಂತ ಭಕ್ತಿಭಾವದಿಂದ ಆಚರಿಸಲಾಯಿತು. ನಗರದ ಕೋಟೆ ಗಣಪತಿ ದೇವಾಲಯದಲ್ಲಿ ಪ್ರಧಾನ ಅರ್ಚಕರಾದ ಅಣ್ಣಾಸ್ವಾಮಿಗಳು, ವೆಂಕಟೇಶ್‌ ಅವರನ್ನು ಭಕ್ತರು ಬಹಳಷ್ಟು ಮಂದಿ ಗೌರವಿಸಿ ಅವರಿಗೆ ನಮಸ್ಕರಿಸಿದರು. ಗುರುಪೌರ್ಣಮಿ ಅಂಗವಾಗಿ ದೇವಾಲಯಗಳಲ್ಲಿ ವಿಶೇಷ ಪೂಜೆಗಳನ್ನು ನೆರವೇರಿಸಲಾಯಿತು. <box>298 1237 422 1448</box>
lead-box-body: ಜನತೆಗೆ ಕೋಲಾರದ ಜನತೆಯೊಂದಿಗೆ, ಕೋಲಾರದ ಜನತೆ ಜನತಾದಳದೊಂದಿಗೆ. ದೇವೇಗೌಡರ ಕನಸಿನಂತೆ ಪ್ರಾದೇಶಿಕ ಪಕ್ಷ ಅಧಿಕಾರಕ್ಕೆ ಬರಲು ಸಮೃದ್ಧ ಕರ್ನಾಟಕವನ್ನು ಬೆಳೆಸಲು ನಿಖಿಲ್ ಕುಮಾರಸ್ವಾಮಿ ಹಣತೆಯಿಟ್ಟರು. ಕಾಂಗ್ರೆಸ್ ಸರ್ಕಾರದಲ್ಲಿ ಭ್ರಷ್ಟಾಚಾರ ಮಿತಿ ಮೀರಿದ್ದು, ಕಾನೂನು ಸುವ್ಯವಸ್ಥೆ ಹದಗೆಟ್ಟಿದೆ. ಮುಂದಿನ ಚುನಾವಣೆಯಲ್ಲಿ ಮೈತ್ರಿ ಸರಕಾರ ಅಧಿಕಾರಕ್ಕೆ ತರಲು ಕಾರ್ಯಕರ್ತರು ಶ್ರಮಿಸಬೇಕು ಎಂದು ಕೋಲಾರ ವಿಧಾನಸಭಾ ಕ್ಷೇತ್ರದ ಮಾಜಿ ಶಾಸಕ ಶ್ರೀನಾಥ್ ಮನವಿ ಮಾಡಿದರು. <box>918 554 1288 621</box>
sai-temple-photo <box>298 104 594 328</box>
story-text: ಮುಂಬರುವ ಎಲ್ಲಾ ಚುನಾವಣೆ ಸೇರಿದಂತೆ 2028 ಕ್ಕೆ ಮತ್ತೆ ಜೆಡಿಎಸ್ ಪಕ್ಷವನ್ನು ಅಧಿಕಾರಕ್ಕೆ ತರಲು ಎಲ್ಲರೂ ಶ್ರಮಿಸಬೇಕು ಎಂದು ಜೆಡಿಎಸ್ ರಾಜ್ಯ ಯುವ ಘಟಕದ ಅಧ್ಯಕ್ಷ ನಿಖಿಲ್ ಕುಮಾರಸ್ವಾಮಿ ಮನವಿ ಮಾಡಿದರು. ಕೋಲಾರದ ಪತ್ರಕರ್ತರ ಭವನದಲ್ಲಿ ಆಯೋಜಿಸಿದ್ದ ಬೃಹತ್ ಕಾರ್ಯಕರ್ತರ ಸಭೆ, ಸದಸ್ಯತ್ವ ಅಭಿಯಾನಕ್ಕೆ ಚಾಲನೆ ನೀಡಿ ಅವರು ಮಾತನಾಡಿದರು. ಮುಂಬರುವ ಗ್ರಾಮ ಪಂಚಾಯಿತಿ ಚುನಾವಣೆಗಳು ಬರುತ್ತಿವೆ. ಕುಮಾರಣ್ಣ ಬಂದರು ಜನ ಸೇರುತ್ತಾರೆ, ನಾನು ಬಂದಾಗಲೂ ಸೇರುತ್ತಾರೆ. ಈ ಬಾರಿ ಅಭ್ಯರ್ಥಿಗಳ ಆಯ್ಕೆಯಲ್ಲಿ ಸಮರ್ಥ ಯುವಕರಿಗೆ ಆದ್ಯತೆ ನೀಡಲಾಗುವುದು. ಕಾರ್ಯಕರ್ತರು, ಪಕ್ಷದ ಬೂತ್ ಮಟ್ಟದ ಕಾರ್ಯಕರ್ತರು ಶ್ರಮವಹಿಸಿ ಕೆಲಸ ಮಾಡಬೇಕು ಎಂದರು. ಸಿದ್ದರಾಮಯ್ಯ ಸರ್ಕಾರ ಜನರಿಗೆ ಮೋಸ ಮಾಡುತ್ತಿದೆ. ರೈತರು ಹಾಗೂ ಬಡವರ ಕಷ್ಟಕ್ಕೆ ಸ್ಪಂದಿಸುತ್ತಿಲ್ಲ. 10 ರೂ ಕಡ್ಡಾಯ ಕಟ್ಟಿಸಿ, ದರಪಟ್ಟಿ ಹಾಕಿ 1000 ರೂ ಕಟ್ಟಿಸುತ್ತಿದ್ದಾರೆ. ತೆಲಂಗಾಣ ಸಿಎಂ ಒಕ್ಕಲಿಗರಾಗಿದ್ದಾರೆ, ಇಲ್ಲಿ ನಿಮ್ಮ ಕೆಲಸ ಮಾಡುವುದು ನಮ್ಮ ಕರ್ತವ್ಯ ಎಂದರು. <box>298 519 488 806</box>
kirusuddi-story2-head: ಸಂಪರ್ಕ ಮಾಹಿತಿ ನೀಡದಿದ್ದರೆ ಕ್ರಮ: ಡಿಸಿ <box>40 579 257 625</box>
story-text: ಅನುಸೂಚಿತ ಜಾತಿ, ಪಂಗಡಗಳ ಜನರ ಮೇಲಿನ ದೌರ್ಜನ್ಯ ಕುರಿತು ದೂರುಗಳು ದಾಖಲಾದಲ್ಲಿ ಸಂಬಂಧಿಸಿದ ಮಾಹಿತಿ ಕುರಿತು ತುರ್ತಾಗಿ ಕ್ರಮ ಕೈಗೊಳ್ಳಬೇಕು ಎಂದು ಜಿಲ್ಲಾಧಿಕಾರಿ ಡಾ. ಎಂ. ಆರ್. ರವಿ ಅಧಿಕಾರಿಗಳಿಗೆ ಸೂಚಿಸಿದರು. ಜಿಲ್ಲಾಡಳಿತ ಭವನದಲ್ಲಿರುವ ಜಿಲ್ಲಾಧಿಕಾರಿಗಳ ಸಭಾಂಗಣದಲ್ಲಿ ನಡೆದ ಎಸ್.ಸಿ-ಎಸ್.ಟಿ ದೌರ್ಜನ್ಯ ನಿಯಂತ್ರಣ ಸಮಿತಿ ಸಭೆಯ ಅಧ್ಯಕ್ಷತೆ ವಹಿಸಿ ಮಾತನಾಡಿದರು. ಅನುಸೂಚಿತ ಜಾತಿ, ಪಂಗಡಗಳ ದೌರ್ಜನ್ಯ ಕುರಿತು ದೂರುಗಳು ದಾಖಲಾದಲ್ಲಿ ಸಂಬಂಧಿಸಿದ ದೂರುಗಳ ಕುರಿತು ತ್ವರಿತವಾಗಿ ಕ್ರಮ ಕೈಗೊಳ್ಳಬೇಕು. ಜಿಲ್ಲಾ ಪೊಲೀಸ್ ವರಿಷ್ಠಾಧಿಕಾರಿ ಡಾ. ಬಿ. ನಿಖಿಲ್ ಮಾತನಾಡಿ, ಪರಿಶಿಷ್ಟ ಜಾತಿ ಮತ್ತು ಪರಿಶಿಷ್ಟ ಪಂಗಡದ ಸಮುದಾಯದ ಜನರ ಮೇಲೆ ಆಗುವ ದೌರ್ಜನ್ಯಗಳನ್ನು ತಡೆಯಲು ಪೊಲೀಸ್ ಇಲಾಖೆ ಸಕ್ರಿಯವಾಗಿ ಕಾರ್ಯನಿರ್ವಹಿಸುತ್ತಿದೆ ಎಂದು ತಿಳಿಸಿದರು. ಸಭೆಯಲ್ಲಿ ಜಿಲ್ಲಾ ಪಂಚಾಯತ್ ಮುಖ್ಯ ಕಾರ್ಯನಿರ್ವಾಹಕ ಅಧಿಕಾರಿ ಡಾ. ಪ್ರವೀಣ್ ಪಿ. ಬಾಗೇವಾಡಿ, ಮತ್ತಿತರರು ಉಪಸ್ಥಿತರಿದ್ದರು. <box>40 633 278 844</box>
kmf-col3: ಶಾಸಕರಿಗೆ ಕೆಎಂಎಫ್ ಸ್ಥಾನ ನೀಡಬೇಕೆಂದು ಮುಖ್ಯಮಂತ್ರಿ ಹಾಗೂ ಉಪಮುಖ್ಯಮಂತ್ರಿಗಳಲ್ಲಿ ಮನವಿ ಮಾಡಿದ್ದೇವೆ. ಮುಖಂಡರಾದ ಶ್ರೀನಿವಾಸ್, ರಾಮಚಂದ್ರ, ನಾರಾಯಣಸ್ವಾಮಿ ಸೇರಿದಂತೆ ಕಾರ್ಯಕರ್ತರು ಹಾಜರಿದ್ದರು. <box>1100 1861 1296 1935</box>
story-text: ಮುಂದಿನ ದಿನಗಳಲ್ಲಿ ಕೆಜಿಎಫ್ ನಗರಸಭೆಗೆ ಸುತ್ತಮುತ್ತಲ 5 ರಿಂದ 6 ಗ್ರಾಮ ಪಂಚಾಯಿತಿಗಳನ್ನು ಸೇರಿಸಿ ಮಹಾನಗರಪಾಲಿಕೆಯಾಗಿ ಪರಿವರ್ತನೆ ಮಾಡಲು ಸರ್ಕಾರ ಚಿಂತನೆ ನಡೆಸಿದೆ ಎಂದು ಶಾಸಕಿ ರೂಪಕಲಾ ಶಶಿಧರ್ ಹೇಳಿದರು. ಶ್ರೀನಿವಾಸಸಂದ್ರ ಗ್ರಾಮ ಪಂಚಾಯಿತಿ ಕಚೇರಿಗೆ ಭೇಟಿ ನೀಡಿ ಮಾತನಾಡಿದರು. ಕೆಜಿಎಫ್ ವಿಧಾನಸಭಾ ಕ್ಷೇತ್ರವು ಅತ್ಯಂತ ವೇಗವಾಗಿ ಬೆಳೆಯುತ್ತಿರುವ ನಗರವಾಗಿದೆ. ಕೈಗಾರಿಕಾ ಕಾರಿಡಾರ್ ಯೋಜನೆಯಿಂದ ಉದ್ಯೋಗ ಸೃಷ್ಟಿಯಾಗಲಿದೆ ಎಂದರು. <box>40 1681 216 1847</box>
